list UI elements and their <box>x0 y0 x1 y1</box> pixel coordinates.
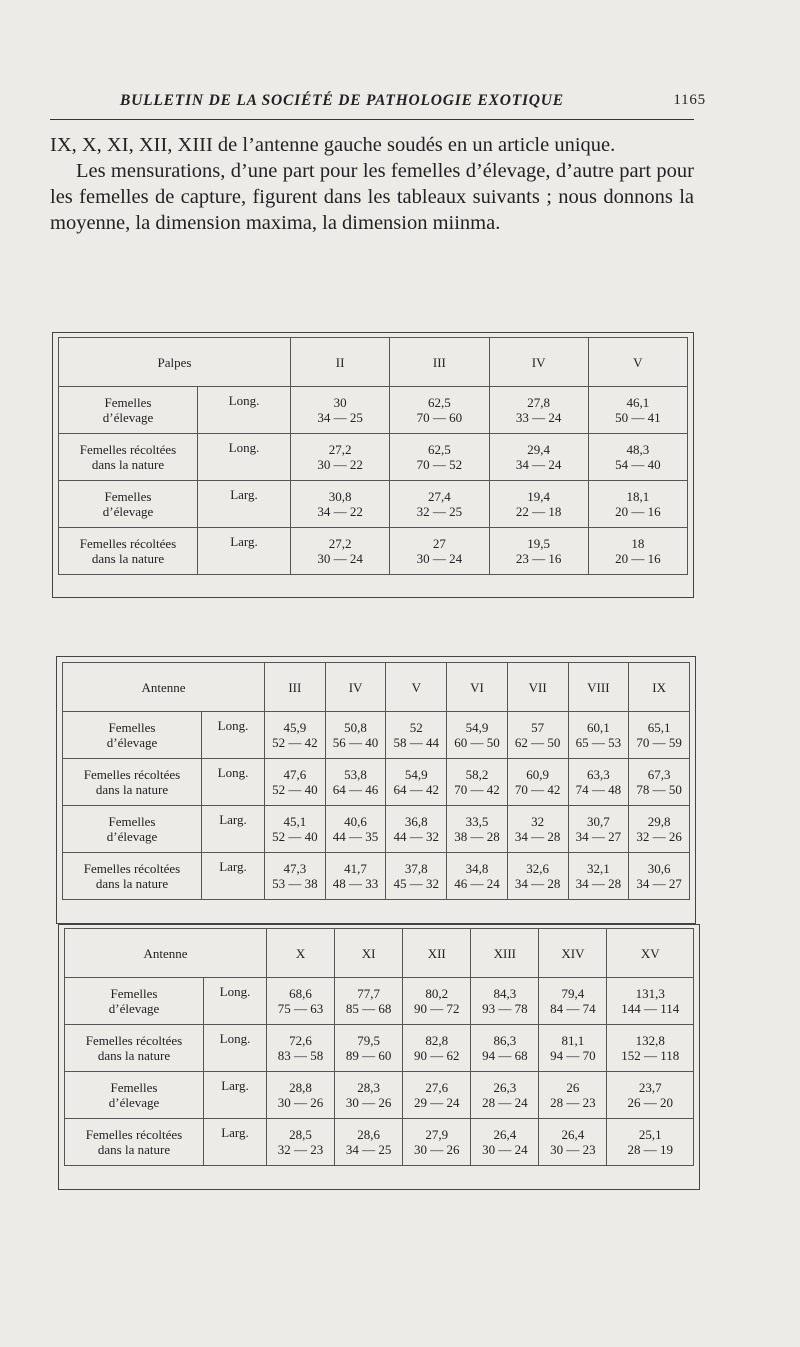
measurement-cell <box>386 759 447 806</box>
corner-header: Palpes <box>59 338 291 387</box>
row-label <box>59 434 198 481</box>
corner-header: Antenne <box>65 929 267 978</box>
row-label-line-2: dans la nature <box>91 551 165 566</box>
mean-value: 63,3 <box>586 767 610 782</box>
body-text <box>50 132 694 236</box>
measurement-cell <box>335 1025 403 1072</box>
range-value: 34 — 25 <box>345 1142 392 1157</box>
range-value: 52 — 42 <box>272 735 318 750</box>
mean-value: 72,6 <box>289 1033 312 1048</box>
measurement-cell <box>507 759 568 806</box>
range-value: 89 — 60 <box>345 1048 392 1063</box>
measurement-cell <box>629 853 690 900</box>
row-label-line-1: Femelles <box>108 814 156 829</box>
mean-value: 36,8 <box>404 814 428 829</box>
column-header: XII <box>403 929 471 978</box>
measurement-cell <box>568 806 629 853</box>
dimension-label: Long. <box>202 712 265 759</box>
row-label-line-2: d’élevage <box>106 735 158 750</box>
mean-value: 34,8 <box>465 861 489 876</box>
row-label-line-1: Femelles récoltées <box>79 536 177 551</box>
mean-value: 27,9 <box>425 1127 449 1142</box>
table-row <box>63 806 690 853</box>
mean-value: 54,9 <box>465 720 489 735</box>
range-value: 34 — 28 <box>575 876 622 891</box>
measurement-cell <box>471 1025 539 1072</box>
column-header: III <box>390 338 489 387</box>
mean-value: 68,6 <box>289 986 312 1001</box>
mean-value: 80,2 <box>425 986 449 1001</box>
range-value: 30 — 24 <box>482 1142 528 1157</box>
header-row <box>63 663 690 712</box>
antenne-table-1 <box>62 662 690 900</box>
range-value: 34 — 22 <box>317 504 363 519</box>
row-label-line-1: Femelles <box>104 395 152 410</box>
row-label-line-2: d’élevage <box>102 504 154 519</box>
dimension-label: Larg. <box>198 481 291 528</box>
measurement-cell <box>588 528 687 575</box>
range-value: 64 — 46 <box>332 782 379 797</box>
mean-value: 132,8 <box>635 1033 665 1048</box>
measurement-cell <box>539 1072 607 1119</box>
measurement-cell <box>568 853 629 900</box>
mean-value: 79,5 <box>357 1033 381 1048</box>
column-header: X <box>267 929 335 978</box>
table-row <box>63 853 690 900</box>
measurement-cell <box>447 712 508 759</box>
mean-value: 27,4 <box>428 489 451 504</box>
measurement-cell <box>507 853 568 900</box>
dimension-label: Long. <box>198 387 291 434</box>
measurement-cell <box>489 528 588 575</box>
measurement-cell <box>325 759 386 806</box>
range-value: 46 — 24 <box>454 876 500 891</box>
mean-value: 25,1 <box>638 1127 662 1142</box>
mean-value: 30,8 <box>328 489 352 504</box>
mean-value: 28,8 <box>289 1080 312 1095</box>
column-header: XI <box>335 929 403 978</box>
measurement-cell <box>291 434 390 481</box>
measurement-cell <box>291 387 390 434</box>
mean-value: 47,6 <box>283 767 307 782</box>
mean-value: 50,8 <box>344 720 367 735</box>
mean-value: 26 <box>566 1080 580 1095</box>
column-header: IX <box>629 663 690 712</box>
mean-value: 60,9 <box>526 767 550 782</box>
row-label-line-1: Femelles récoltées <box>85 1127 183 1142</box>
range-value: 30 — 26 <box>345 1095 392 1110</box>
range-value: 32 — 23 <box>277 1142 324 1157</box>
mean-value: 45,1 <box>283 814 307 829</box>
range-value: 90 — 72 <box>413 1001 460 1016</box>
mean-value: 60,1 <box>586 720 610 735</box>
header-rule <box>50 119 694 120</box>
measurement-cell <box>265 806 326 853</box>
measurement-cell <box>267 978 335 1025</box>
measurement-cell <box>386 806 447 853</box>
mean-value: 65,1 <box>647 720 671 735</box>
range-value: 30 — 24 <box>416 551 463 566</box>
measurement-cell <box>568 712 629 759</box>
range-value: 48 — 33 <box>332 876 379 891</box>
range-value: 34 — 24 <box>515 457 562 472</box>
row-label <box>63 759 202 806</box>
measurement-cell <box>629 712 690 759</box>
measurement-cell <box>386 853 447 900</box>
range-value: 30 — 23 <box>550 1142 596 1157</box>
range-value: 64 — 42 <box>393 782 439 797</box>
row-label <box>65 1025 204 1072</box>
header-row <box>59 338 688 387</box>
measurement-cell <box>447 759 508 806</box>
paragraph-2: Les mensurations, d’une part pour les femelles d’élevage, d’autre part pour les femelles de capture, figurent dans les tableaux suivants ; nous donnons la moyenne, la dimension maxima, la dimension miinma. <box>50 160 694 234</box>
mean-value: 27 <box>432 536 446 551</box>
table-row <box>65 978 694 1025</box>
measurement-cell <box>588 434 687 481</box>
range-value: 23 — 16 <box>515 551 562 566</box>
range-value: 30 — 26 <box>277 1095 324 1110</box>
mean-value: 19,4 <box>527 489 550 504</box>
table-row <box>59 434 688 481</box>
range-value: 33 — 24 <box>515 410 562 425</box>
measurement-cell <box>267 1119 335 1166</box>
mean-value: 27,2 <box>328 536 352 551</box>
column-header: III <box>265 663 326 712</box>
range-value: 28 — 19 <box>627 1142 673 1157</box>
range-value: 50 — 41 <box>615 410 661 425</box>
row-label-line-2: dans la nature <box>95 782 169 797</box>
measurement-cell <box>471 1119 539 1166</box>
column-header: V <box>588 338 687 387</box>
mean-value: 131,3 <box>635 986 665 1001</box>
measurement-cell <box>489 387 588 434</box>
range-value: 34 — 28 <box>514 829 561 844</box>
range-value: 20 — 16 <box>615 551 661 566</box>
mean-value: 86,3 <box>493 1033 517 1048</box>
measurement-cell <box>607 1072 694 1119</box>
range-value: 144 — 114 <box>621 1001 680 1016</box>
mean-value: 32 <box>531 814 545 829</box>
mean-value: 26,4 <box>493 1127 517 1142</box>
range-value: 32 — 26 <box>636 829 682 844</box>
measurement-cell <box>507 712 568 759</box>
table-row <box>59 528 688 575</box>
row-label-line-2: dans la nature <box>97 1142 171 1157</box>
range-value: 94 — 70 <box>550 1048 596 1063</box>
measurement-cell <box>629 759 690 806</box>
mean-value: 62,5 <box>428 442 451 457</box>
table-row <box>63 712 690 759</box>
measurement-cell <box>539 978 607 1025</box>
mean-value: 84,3 <box>493 986 517 1001</box>
measurement-cell <box>629 806 690 853</box>
range-value: 34 — 25 <box>317 410 363 425</box>
row-label <box>65 1072 204 1119</box>
mean-value: 28,5 <box>289 1127 312 1142</box>
measurement-cell <box>403 1119 471 1166</box>
paragraph-1: IX, X, XI, XII, XIII de l’antenne gauche soudés en un article unique. <box>50 134 616 156</box>
range-value: 30 — 24 <box>317 551 363 566</box>
mean-value: 29,4 <box>527 442 550 457</box>
range-value: 26 — 20 <box>627 1095 673 1110</box>
mean-value: 27,8 <box>527 395 550 410</box>
mean-value: 23,7 <box>638 1080 662 1095</box>
mean-value: 32,1 <box>586 861 610 876</box>
row-label-line-1: Femelles récoltées <box>85 1033 183 1048</box>
column-header: VII <box>507 663 568 712</box>
column-header: V <box>386 663 447 712</box>
dimension-label: Larg. <box>198 528 291 575</box>
range-value: 70 — 59 <box>636 735 682 750</box>
mean-value: 41,7 <box>344 861 367 876</box>
measurement-cell <box>265 759 326 806</box>
row-label <box>63 853 202 900</box>
column-header: XV <box>607 929 694 978</box>
column-header: XIII <box>471 929 539 978</box>
range-value: 32 — 25 <box>416 504 463 519</box>
range-value: 34 — 27 <box>636 876 682 891</box>
table-row <box>63 759 690 806</box>
row-label-line-2: dans la nature <box>95 876 169 891</box>
mean-value: 29,8 <box>647 814 671 829</box>
measurement-cell <box>507 806 568 853</box>
range-value: 58 — 44 <box>393 735 439 750</box>
mean-value: 26,3 <box>493 1080 517 1095</box>
table-row <box>65 1072 694 1119</box>
measurement-cell <box>325 853 386 900</box>
mean-value: 27,2 <box>328 442 352 457</box>
row-label-line-1: Femelles récoltées <box>83 767 181 782</box>
range-value: 22 — 18 <box>515 504 562 519</box>
range-value: 30 — 22 <box>317 457 363 472</box>
dimension-label: Larg. <box>202 853 265 900</box>
column-header: XIV <box>539 929 607 978</box>
measurement-cell <box>489 481 588 528</box>
row-label-line-1: Femelles récoltées <box>79 442 177 457</box>
mean-value: 79,4 <box>561 986 585 1001</box>
row-label <box>65 978 204 1025</box>
row-label-line-2: d’élevage <box>102 410 154 425</box>
mean-value: 53,8 <box>344 767 367 782</box>
palpes-table <box>58 337 688 575</box>
measurement-cell <box>325 712 386 759</box>
measurement-cell <box>265 712 326 759</box>
column-header: IV <box>325 663 386 712</box>
corner-header: Antenne <box>63 663 265 712</box>
range-value: 84 — 74 <box>550 1001 596 1016</box>
row-label-line-1: Femelles <box>110 986 158 1001</box>
mean-value: 28,3 <box>357 1080 381 1095</box>
dimension-label: Larg. <box>204 1072 267 1119</box>
range-value: 28 — 24 <box>482 1095 528 1110</box>
range-value: 74 — 48 <box>575 782 622 797</box>
range-value: 62 — 50 <box>514 735 561 750</box>
measurement-cell <box>390 387 489 434</box>
row-label-line-2: dans la nature <box>91 457 165 472</box>
range-value: 70 — 42 <box>514 782 561 797</box>
measurement-cell <box>403 978 471 1025</box>
range-value: 93 — 78 <box>482 1001 528 1016</box>
measurement-cell <box>607 978 694 1025</box>
measurement-cell <box>403 1072 471 1119</box>
column-header: VI <box>447 663 508 712</box>
range-value: 38 — 28 <box>454 829 500 844</box>
row-label-line-1: Femelles <box>110 1080 158 1095</box>
table-row <box>65 1119 694 1166</box>
measurement-cell <box>335 978 403 1025</box>
mean-value: 18,1 <box>626 489 650 504</box>
dimension-label: Long. <box>204 978 267 1025</box>
mean-value: 45,9 <box>283 720 307 735</box>
measurement-cell <box>447 806 508 853</box>
table-row <box>65 1025 694 1072</box>
range-value: 78 — 50 <box>636 782 682 797</box>
range-value: 85 — 68 <box>345 1001 392 1016</box>
range-value: 94 — 68 <box>482 1048 528 1063</box>
mean-value: 37,8 <box>404 861 428 876</box>
dimension-label: Larg. <box>204 1119 267 1166</box>
measurement-cell <box>291 481 390 528</box>
range-value: 83 — 58 <box>277 1048 324 1063</box>
mean-value: 81,1 <box>561 1033 585 1048</box>
range-value: 65 — 53 <box>575 735 622 750</box>
mean-value: 26,4 <box>561 1127 585 1142</box>
mean-value: 77,7 <box>357 986 381 1001</box>
mean-value: 52 <box>409 720 423 735</box>
measurement-cell <box>471 978 539 1025</box>
mean-value: 40,6 <box>344 814 367 829</box>
mean-value: 54,9 <box>404 767 428 782</box>
measurement-cell <box>267 1025 335 1072</box>
row-label-line-1: Femelles <box>108 720 156 735</box>
page-number: 1165 <box>673 92 706 108</box>
mean-value: 19,5 <box>527 536 550 551</box>
measurement-cell <box>539 1025 607 1072</box>
measurement-cell <box>447 853 508 900</box>
measurement-cell <box>386 712 447 759</box>
mean-value: 57 <box>531 720 545 735</box>
measurement-cell <box>588 387 687 434</box>
column-header: II <box>291 338 390 387</box>
mean-value: 30,6 <box>647 861 671 876</box>
row-label-line-2: d’élevage <box>106 829 158 844</box>
range-value: 53 — 38 <box>272 876 318 891</box>
mean-value: 58,2 <box>465 767 489 782</box>
header-row <box>65 929 694 978</box>
dimension-label: Long. <box>198 434 291 481</box>
measurement-cell <box>390 481 489 528</box>
mean-value: 32,6 <box>526 861 550 876</box>
measurement-cell <box>267 1072 335 1119</box>
measurement-cell <box>607 1025 694 1072</box>
mean-value: 46,1 <box>626 395 650 410</box>
mean-value: 62,5 <box>428 395 451 410</box>
range-value: 70 — 42 <box>454 782 500 797</box>
range-value: 152 — 118 <box>621 1048 680 1063</box>
mean-value: 18 <box>631 536 645 551</box>
range-value: 34 — 28 <box>514 876 561 891</box>
measurement-cell <box>489 434 588 481</box>
range-value: 52 — 40 <box>272 829 318 844</box>
measurement-cell <box>568 759 629 806</box>
row-label <box>63 806 202 853</box>
range-value: 52 — 40 <box>272 782 318 797</box>
mean-value: 30 <box>333 395 347 410</box>
row-label-line-2: d’élevage <box>108 1001 160 1016</box>
mean-value: 30,7 <box>586 814 610 829</box>
range-value: 44 — 35 <box>332 829 379 844</box>
measurement-cell <box>588 481 687 528</box>
range-value: 29 — 24 <box>413 1095 460 1110</box>
mean-value: 48,3 <box>626 442 650 457</box>
range-value: 54 — 40 <box>615 457 661 472</box>
row-label <box>59 481 198 528</box>
dimension-label: Larg. <box>202 806 265 853</box>
range-value: 60 — 50 <box>454 735 500 750</box>
mean-value: 33,5 <box>465 814 489 829</box>
measurement-cell <box>291 528 390 575</box>
row-label <box>65 1119 204 1166</box>
range-value: 28 — 23 <box>550 1095 596 1110</box>
measurement-cell <box>539 1119 607 1166</box>
range-value: 34 — 27 <box>575 829 622 844</box>
range-value: 30 — 26 <box>413 1142 460 1157</box>
measurement-cell <box>335 1119 403 1166</box>
row-label <box>59 528 198 575</box>
mean-value: 28,6 <box>357 1127 381 1142</box>
table-row <box>59 387 688 434</box>
measurement-cell <box>265 853 326 900</box>
measurement-cell <box>607 1119 694 1166</box>
table-row <box>59 481 688 528</box>
mean-value: 82,8 <box>425 1033 449 1048</box>
mean-value: 67,3 <box>647 767 671 782</box>
mean-value: 47,3 <box>283 861 307 876</box>
row-label-line-2: d’élevage <box>108 1095 160 1110</box>
mean-value: 27,6 <box>425 1080 449 1095</box>
measurement-cell <box>471 1072 539 1119</box>
column-header: IV <box>489 338 588 387</box>
range-value: 45 — 32 <box>393 876 439 891</box>
running-title: BULLETIN DE LA SOCIÉTÉ DE PATHOLOGIE EXOTIQUE <box>120 92 564 109</box>
measurement-cell <box>390 434 489 481</box>
range-value: 70 — 52 <box>416 457 463 472</box>
running-header <box>120 92 706 110</box>
measurement-cell <box>390 528 489 575</box>
column-header: VIII <box>568 663 629 712</box>
measurement-cell <box>325 806 386 853</box>
row-label-line-1: Femelles récoltées <box>83 861 181 876</box>
measurement-cell <box>335 1072 403 1119</box>
antenne-table-2 <box>64 928 694 1166</box>
range-value: 44 — 32 <box>393 829 439 844</box>
dimension-label: Long. <box>204 1025 267 1072</box>
range-value: 20 — 16 <box>615 504 661 519</box>
row-label <box>59 387 198 434</box>
range-value: 56 — 40 <box>332 735 379 750</box>
dimension-label: Long. <box>202 759 265 806</box>
measurement-cell <box>403 1025 471 1072</box>
range-value: 75 — 63 <box>277 1001 324 1016</box>
row-label <box>63 712 202 759</box>
row-label-line-1: Femelles <box>104 489 152 504</box>
range-value: 70 — 60 <box>416 410 463 425</box>
row-label-line-2: dans la nature <box>97 1048 171 1063</box>
range-value: 90 — 62 <box>413 1048 460 1063</box>
